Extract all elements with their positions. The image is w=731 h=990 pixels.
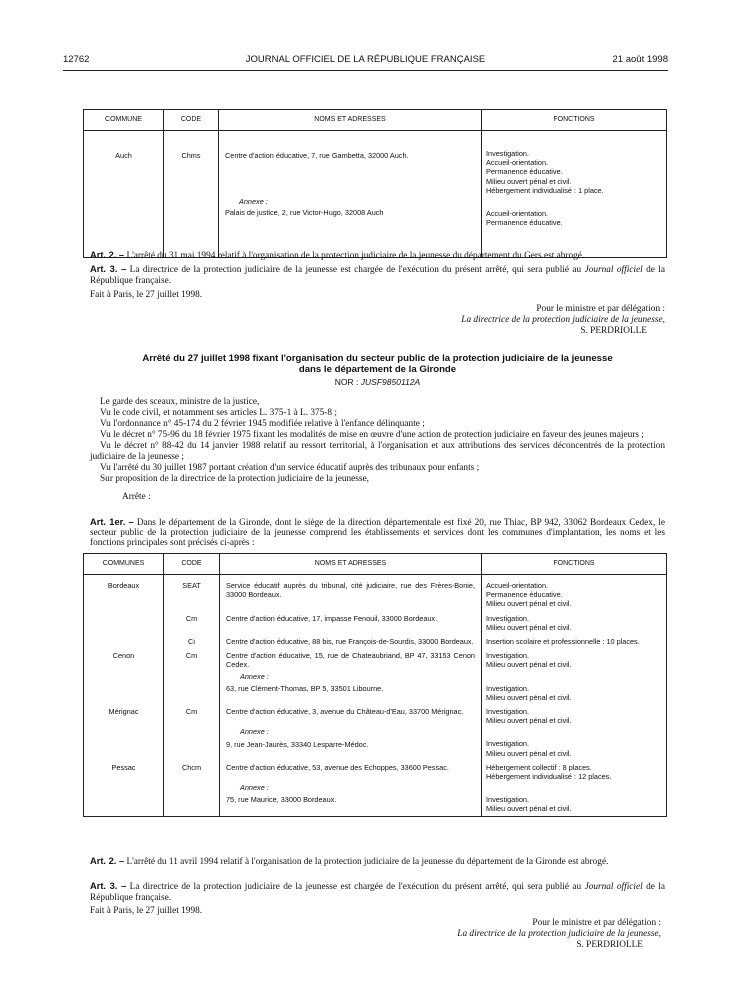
annexe-label: Annexe : [239, 197, 268, 207]
commune-cell: Pessac [111, 762, 136, 772]
functions-cell: Investigation. Milieu ouvert pénal et civil. [482, 783, 667, 816]
code-cell: Chms [164, 131, 219, 258]
table-row [84, 634, 667, 648]
nor-line: NOR : JUSF9850112A [334, 377, 421, 387]
col-code: CODE [164, 554, 220, 575]
table-row [84, 727, 667, 759]
annexe-label: Annexe : [240, 727, 269, 737]
col-names-addresses: NOMS ET ADRESSES [219, 110, 482, 131]
table-header-row [84, 110, 667, 131]
address-cell [220, 634, 482, 648]
annexe-label: Annexe : [240, 671, 269, 681]
code-cell [164, 727, 220, 759]
commune-cell [84, 634, 164, 648]
code-cell: Chcm [164, 760, 220, 783]
col-commune: COMMUNE [84, 110, 164, 131]
commune-cell [84, 727, 164, 759]
article-3-gers: Art. 3. – La directrice de la protection judiciaire de la jeunesse est chargée de l'exécution du présent arrêté, qui sera publié au Journal officiel de la République française. [90, 264, 666, 286]
col-code: CODE [164, 110, 219, 131]
address-text: 63, rue Clément-Thomas, BP 5, 33501 Libourne. [226, 683, 384, 693]
commune-cell: Auch [115, 151, 132, 160]
functions-annex [486, 209, 666, 227]
code-cell [164, 672, 220, 704]
code-cell: SEAT [164, 575, 220, 611]
functions-main [486, 149, 666, 195]
table-row [84, 648, 667, 671]
functions-cell: Accueil-orientation. Permanence éducative. Milieu ouvert pénal et civil. [482, 575, 667, 611]
address-cell [220, 611, 482, 634]
function-line: Accueil-orientation. [486, 158, 549, 168]
address-text: Centre d'action éducative, 88 bis, rue François-de-Sourdis, 33000 Bordeaux. [226, 637, 474, 647]
address-cell [220, 575, 482, 611]
address-cell [220, 648, 482, 671]
table-row [84, 783, 667, 816]
annexe-label: Annexe : [240, 783, 269, 793]
address-cell [220, 760, 482, 783]
gironde-table [83, 553, 667, 817]
col-functions: FONCTIONS [482, 110, 667, 131]
address-cell [219, 131, 482, 258]
decree-title: Arrêté du 27 juillet 1998 fixant l'organisation du secteur public de la protection judiciaire de la jeunesse dans le département de la Gironde [142, 353, 613, 375]
signature-block-1: Pour le ministre et par délégation : La directrice de la protection judiciaire de la jeunesse, S. PERDRIOLLE [461, 304, 665, 336]
signature-block-2: Pour le ministre et par délégation : La directrice de la protection judiciaire de la jeunesse, S. PERDRIOLLE [457, 918, 661, 950]
address-text: Centre d'action éducative, 17, impasse Fenouil, 33000 Bordeaux. [226, 613, 438, 623]
address-text: Centre d'action éducative, 53, avenue des Echoppes, 33600 Pessac. [226, 762, 449, 772]
address-text: Centre d'action éducative, 15, rue de Chateaubriand, BP 47, 33153 Cenon Cedex. [226, 651, 475, 670]
col-communes: COMMUNES [84, 554, 164, 575]
address-cell [220, 783, 482, 816]
issue-date: 21 août 1998 [612, 54, 668, 65]
header-rule [63, 70, 668, 71]
table-row [84, 611, 667, 634]
function-line: Investigation. [486, 149, 529, 158]
code-cell: Cm [164, 611, 220, 634]
address-text: Centre d'action éducative, 3, avenue du Château-d'Eau, 33700 Mérignac. [226, 707, 464, 717]
page-header [63, 54, 668, 68]
functions-cell: Investigation. Milieu ouvert pénal et civil. [482, 704, 667, 727]
functions-cell: Hébergement collectif : 8 places. Hébergement individualisé : 12 places. [482, 760, 667, 783]
fait-a-paris-2: Fait à Paris, le 27 juillet 1998. [90, 906, 203, 916]
code-cell: Ci [164, 634, 220, 648]
table-row [84, 131, 667, 258]
article-3-gironde: Art. 3. – La directrice de la protection judiciaire de la jeunesse est chargée de l'exécution du présent arrêté, qui sera publié au Journal officiel de la République française. [90, 881, 666, 903]
functions-cell [482, 131, 667, 258]
address-text: 9, rue Jean-Jaurès, 33340 Lesparre-Médoc. [226, 739, 369, 749]
commune-cell [84, 672, 164, 704]
table-row [84, 760, 667, 783]
functions-cell: Investigation. Milieu ouvert pénal et civil. [482, 727, 667, 759]
commune-cell: Mérignac [108, 707, 139, 717]
col-names-addresses: NOMS ET ADRESSES [220, 554, 482, 575]
commune-cell [84, 783, 164, 816]
function-line: Permanence éducative. [486, 167, 563, 177]
code-cell: Cm [164, 704, 220, 727]
address-text: Service éducatif auprès du tribunal, cité judiciaire, rue des Frères-Bonie, 33000 Bordeaux. [226, 581, 475, 600]
function-line: Accueil-orientation. [486, 209, 549, 219]
functions-cell: Investigation. Milieu ouvert pénal et civil. [482, 648, 667, 671]
article-1-gironde: Art. 1er. – Dans le département de la Gironde, dont le siège de la direction départementale est fixé 20, rue Thiac, BP 942, 33062 Bordeaux Cedex, le secteur public de la protection judiciaire de la jeunesse comprend les établissements et services dont les communes d'implantation, les noms et les fonctions principales sont précisés ci-après : [90, 517, 666, 548]
address-annex: Palais de justice, 2, rue Victor-Hugo, 32008 Auch [225, 208, 384, 218]
table-row [84, 575, 667, 611]
article-2-gironde: Art. 2. – L'arrêté du 11 avril 1994 relatif à l'organisation de la protection judiciaire de la jeunesse du département de la Gironde est abrogé. [90, 856, 609, 867]
function-line: Permanence éducative. [486, 218, 563, 228]
gers-table [83, 109, 667, 258]
journal-title: JOURNAL OFFICIEL DE LA RÉPUBLIQUE FRANÇAISE [245, 54, 486, 65]
commune-cell: Cenon [112, 651, 135, 661]
function-line: Hébergement individualisé : 1 place. [486, 185, 604, 195]
visas: Le garde des sceaux, ministre de la justice, Vu le code civil, et notamment ses articles L. 375-1 à L. 375-8 ; Vu l'ordonnance n° 45-174 du 2 février 1945 modifiée relative à l'enfance délinquante ; Vu le décret n° 75-96 du 18 février 1975 fixant les modalités de mise en œuvre d'une action de protection judiciaire en faveur des jeunes majeurs ; Vu le décret n° 88-42 du 14 janvier 1988 relatif au ressort territorial, à l'organisation et aux attributions des services déconcentrés de la protection judiciaire de la jeunesse ; Vu l'arrêté du 30 juillet 1987 portant création d'un service éducatif auprès des tribunaux pour enfants ; Sur proposition de la directrice de la protection judiciaire de la jeunesse, Arrête : [90, 397, 665, 502]
commune-cell [84, 611, 164, 634]
code-cell [164, 783, 220, 816]
col-functions: FONCTIONS [482, 554, 667, 575]
code-cell: Cm [164, 648, 220, 671]
article-2-gers: Art. 2. – L'arrêté du 31 mai 1994 relatif à l'organisation de la protection judiciaire de la jeunesse du département du Gers est abrogé. [90, 250, 585, 261]
page-number: 12762 [63, 54, 90, 65]
address-text: 75, rue Maurice, 33000 Bordeaux. [226, 795, 337, 805]
address-cell [220, 672, 482, 704]
table-row [84, 704, 667, 727]
functions-cell: Insertion scolaire et professionnelle : 10 places. [482, 634, 667, 648]
address-main: Centre d'action éducative, 7, rue Gambetta, 32000 Auch. [225, 151, 409, 160]
functions-cell: Investigation. Milieu ouvert pénal et civil. [482, 611, 667, 634]
fait-a-paris-1: Fait à Paris, le 27 juillet 1998. [90, 290, 203, 300]
address-cell [220, 727, 482, 759]
commune-cell: Bordeaux [107, 581, 140, 590]
functions-cell: Investigation. Milieu ouvert pénal et civil. [482, 672, 667, 704]
table-header-row [84, 554, 667, 575]
table-row [84, 672, 667, 704]
function-line: Milieu ouvert pénal et civil. [486, 176, 572, 186]
address-cell [220, 704, 482, 727]
